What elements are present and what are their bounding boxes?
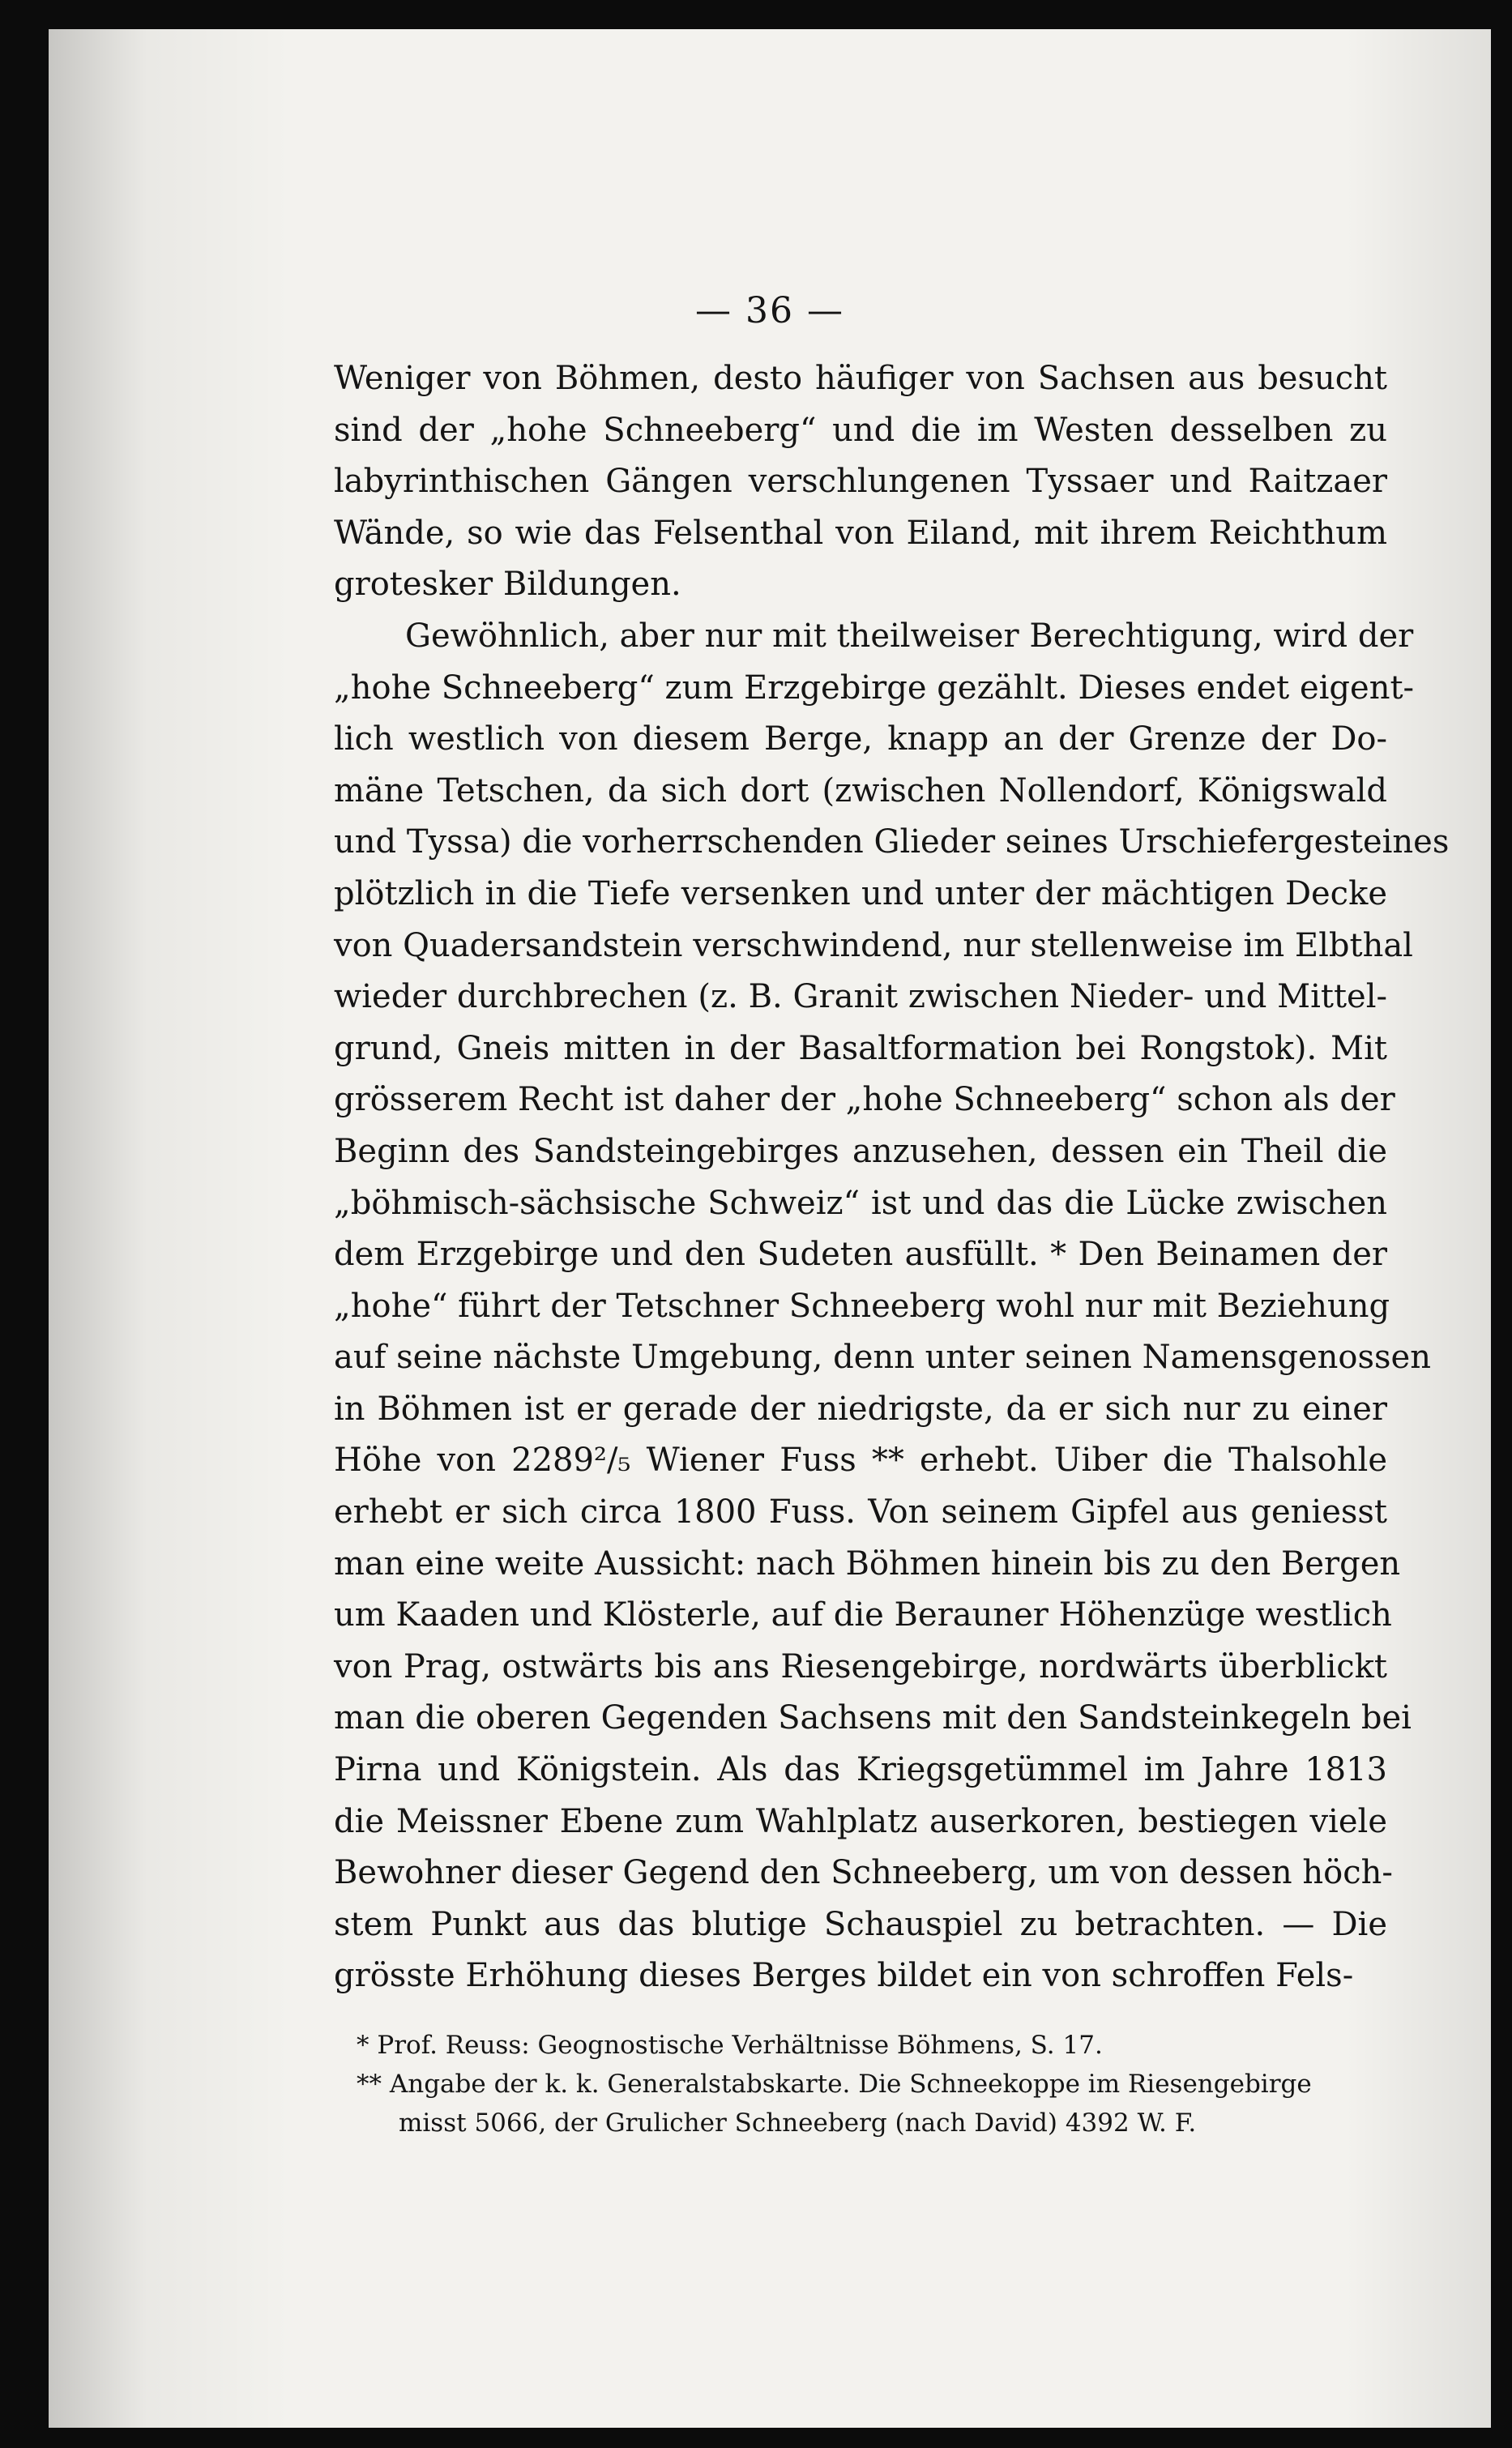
text-line: wieder durchbrechen (z. B. Granit zwischen Nieder- und Mittel- (334, 978, 1387, 1016)
text-line: die Meissner Ebene zum Wahlplatz auserkoren, bestiegen viele (334, 1802, 1387, 1840)
text-line: grotesker Bildungen. (334, 566, 681, 604)
text-line: mäne Tetschen, da sich dort (zwischen Nollendorf, Königswald (334, 771, 1387, 810)
text-line: von Quadersandstein verschwindend, nur stellenweise im Elbthal (334, 926, 1413, 964)
text-line: Wände, so wie das Felsenthal von Eiland, mit ihrem Reichthum (334, 514, 1387, 552)
footnote-line: * Prof. Reuss: Geognostische Verhältnisse Böhmens, S. 17. (357, 2031, 1103, 2060)
text-line: Gewöhnlich, aber nur mit theilweiser Berechtigung, wird der (405, 617, 1414, 655)
text-line: grösste Erhöhung dieses Berges bildet ein von schroffen Fels- (334, 1957, 1354, 1995)
text-line: labyrinthischen Gängen verschlungenen Tyssaer und Raitzaer (334, 463, 1387, 501)
text-line: „hohe Schneeberg“ zum Erzgebirge gezählt. Dieses endet eigent- (334, 669, 1415, 707)
body-text (334, 353, 1450, 2002)
footnotes (357, 2026, 1377, 2143)
text-line: dem Erzgebirge und den Sudeten ausfüllt. * Den Beinamen der (334, 1236, 1387, 1274)
text-line: erhebt er sich circa 1800 Fuss. Von seinem Gipfel aus geniesst (334, 1493, 1387, 1532)
text-line: Beginn des Sandsteingebirges anzusehen, dessen ein Theil die (334, 1132, 1387, 1170)
text-line: von Prag, ostwärts bis ans Riesengebirge, nordwärts überblickt (334, 1647, 1387, 1685)
text-line: man eine weite Aussicht: nach Böhmen hinein bis zu den Bergen (334, 1544, 1401, 1583)
text-line: „böhmisch-sächsische Schweiz“ ist und das die Lücke zwischen (334, 1184, 1387, 1222)
text-line: um Kaaden und Klösterle, auf die Berauner Höhenzüge westlich (334, 1596, 1392, 1634)
text-line: Pirna und Königstein. Als das Kriegsgetümmel im Jahre 1813 (334, 1751, 1387, 1789)
text-line: Bewohner dieser Gegend den Schneeberg, um von dessen höch- (334, 1854, 1393, 1892)
text-line: in Böhmen ist er gerade der niedrigste, da er sich nur zu einer (334, 1390, 1387, 1428)
text-line: man die oberen Gegenden Sachsens mit den Sandsteinkegeln bei (334, 1699, 1412, 1737)
text-line: lich westlich von diesem Berge, knapp an der Grenze der Do- (334, 720, 1387, 758)
text-line: „hohe“ führt der Tetschner Schneeberg wohl nur mit Beziehung (334, 1287, 1390, 1325)
text-line: plötzlich in die Tiefe versenken und unter der mächtigen Decke (334, 874, 1387, 912)
text-line: Weniger von Böhmen, desto häufiger von Sachsen aus besucht (334, 360, 1387, 397)
text-line: auf seine nächste Umgebung, denn unter seinen Namensgenossen (334, 1339, 1431, 1377)
text-line: stem Punkt aus das blutige Schauspiel zu betrachten. — Die (334, 1905, 1387, 1943)
footnote-line: ** Angabe der k. k. Generalstabskarte. Die Schneekoppe im Riesengebirge (357, 2070, 1312, 2099)
text-line: Höhe von 2289²/₅ Wiener Fuss ** erhebt. Uiber die Thalsohle (334, 1442, 1387, 1480)
text-line: sind der „hohe Schneeberg“ und die im Westen desselben zu (334, 411, 1387, 449)
text-line: grund, Gneis mitten in der Basaltformation bei Rongstok). Mit (334, 1029, 1387, 1067)
footnote-line: misst 5066, der Grulicher Schneeberg (nach David) 4392 W. F. (399, 2108, 1197, 2138)
text-line: und Tyssa) die vorherrschenden Glieder seines Urschiefergesteines (334, 823, 1450, 861)
page-number: — 36 — (695, 290, 844, 331)
scanned-page (49, 29, 1491, 2428)
text-line: grösserem Recht ist daher der „hohe Schneeberg“ schon als der (334, 1081, 1395, 1119)
